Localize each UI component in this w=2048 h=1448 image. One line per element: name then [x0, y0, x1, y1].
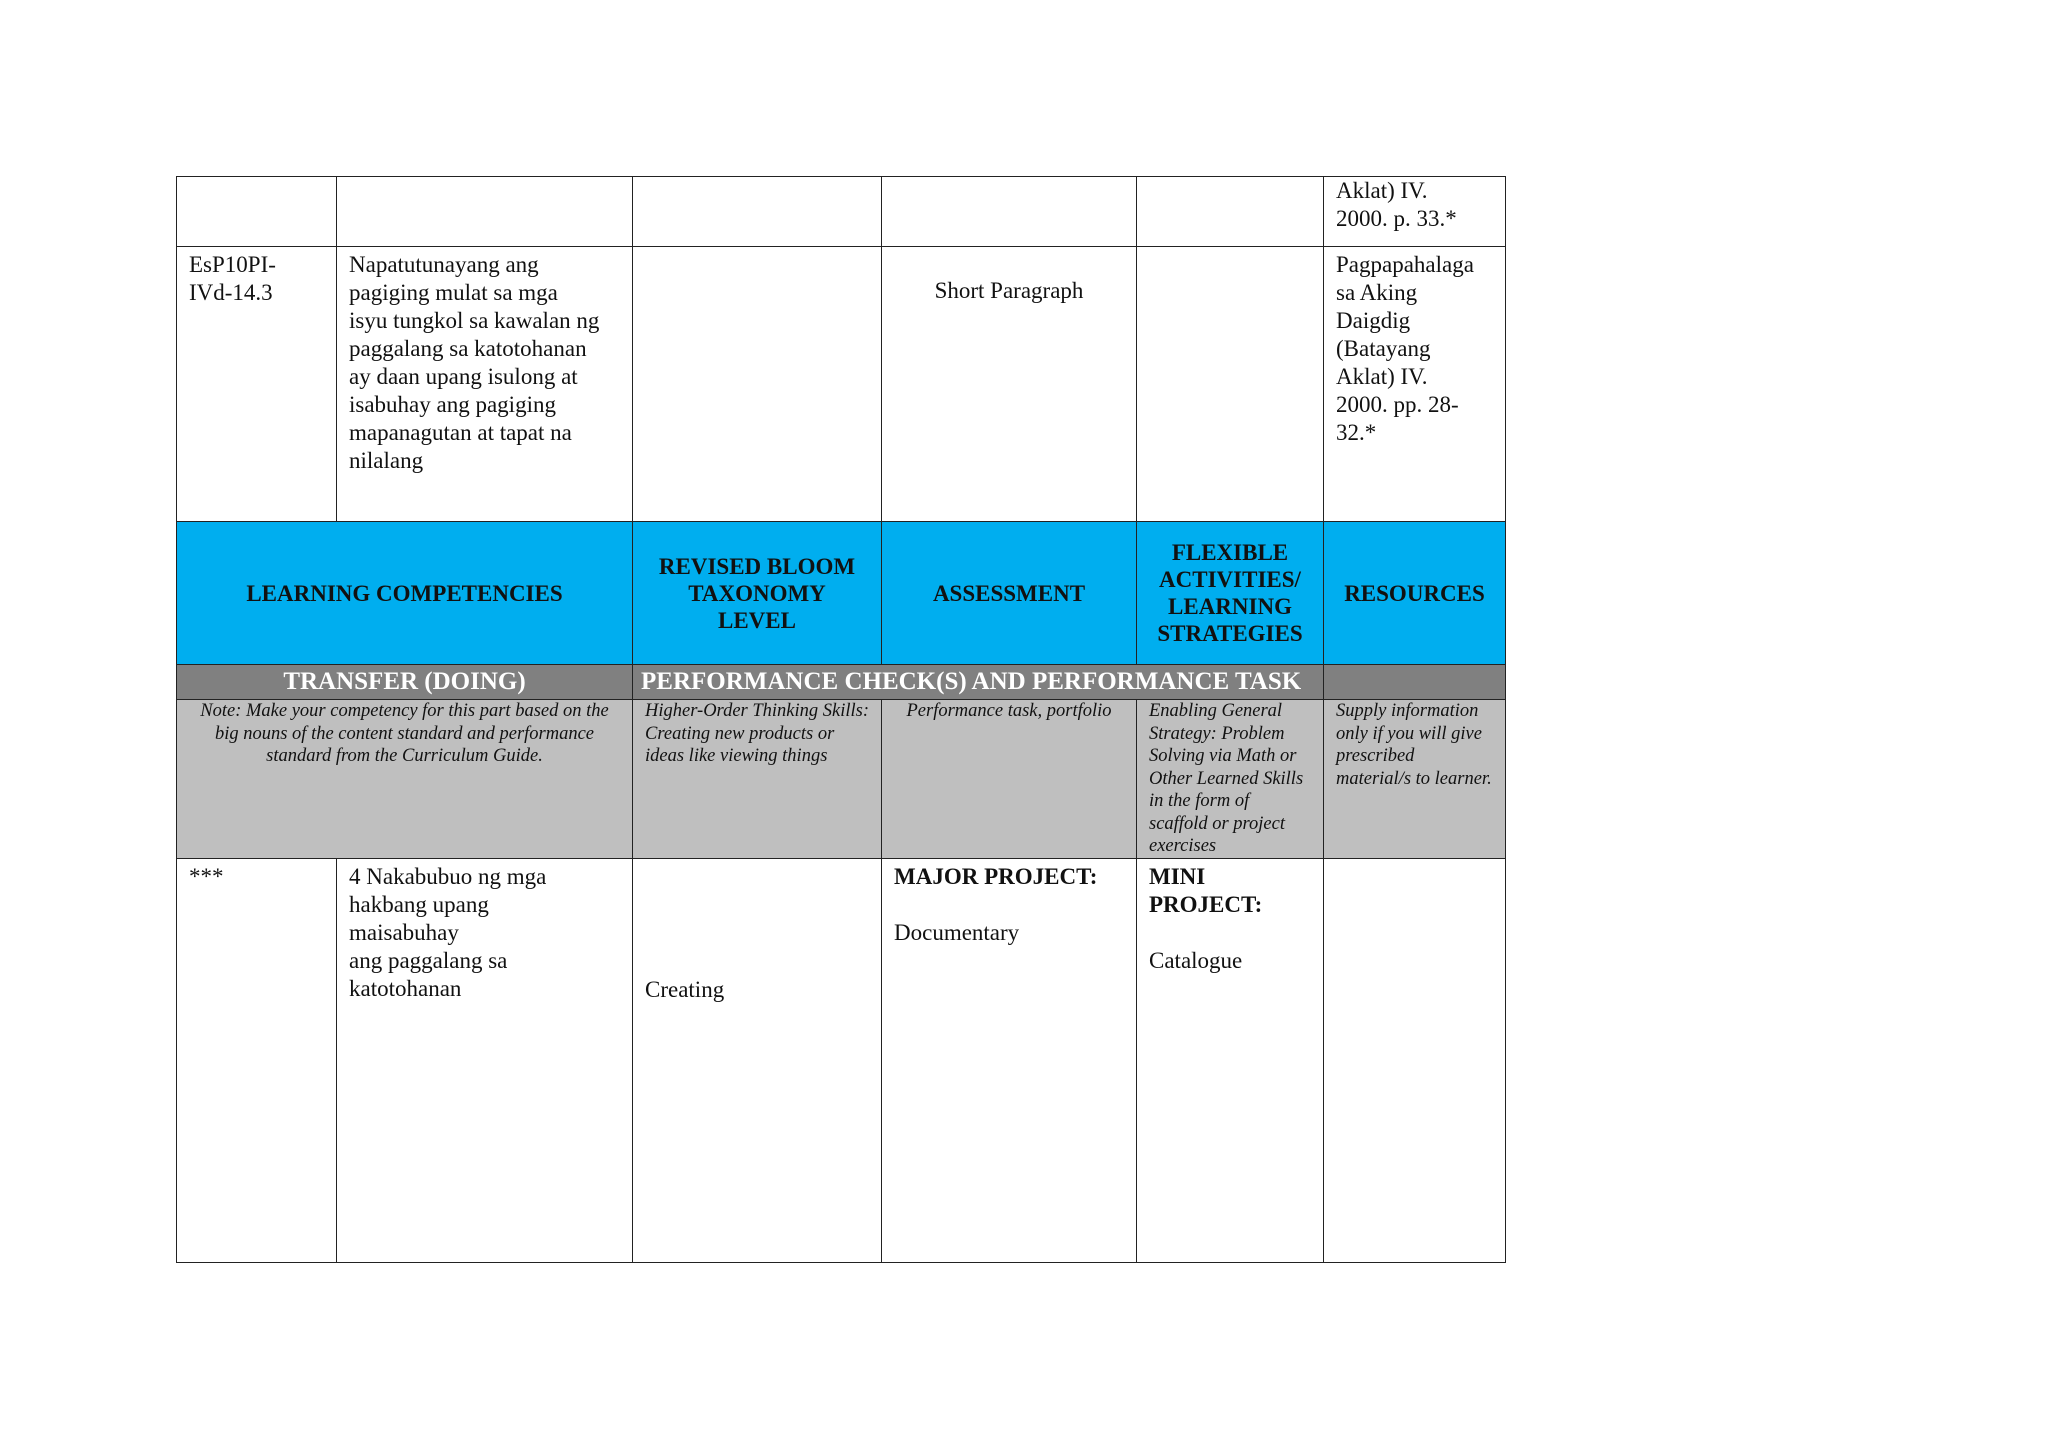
header-row — [177, 522, 1506, 665]
note-assessment: Performance task, portfolio — [882, 700, 1137, 859]
bloom-cell — [633, 247, 882, 522]
cont-code-cell — [177, 177, 337, 247]
spacer — [1149, 919, 1311, 947]
note-resources: Supply information only if you will give prescribed material/s to learner. — [1324, 700, 1506, 859]
header-flexible: FLEXIBLE ACTIVITIES/ LEARNING STRATEGIES — [1137, 522, 1324, 665]
header-resources: RESOURCES — [1324, 522, 1506, 665]
note-bloom: Higher-Order Thinking Skills: Creating new products or ideas like viewing things — [633, 700, 882, 859]
cont-bloom-cell — [633, 177, 882, 247]
band-performance: PERFORMANCE CHECK(S) AND PERFORMANCE TASK — [633, 665, 1324, 700]
bloom-level-text: Creating — [645, 976, 725, 1002]
curriculum-map-table — [176, 176, 1506, 1263]
transfer-row — [177, 858, 1506, 1262]
assessment-cell: Short Paragraph — [882, 247, 1137, 522]
continuation-row — [177, 177, 1506, 247]
cont-competency-cell — [337, 177, 633, 247]
flexible-cell — [1137, 247, 1324, 522]
transfer-bloom-cell — [633, 858, 882, 1262]
resources-cell: Pagpapahalaga sa Aking Daigdig (Batayang Aklat) IV. 2000. pp. 28- 32.* — [1324, 247, 1506, 522]
competency-row — [177, 247, 1506, 522]
competency-text-cell: Napatutunayang ang pagiging mulat sa mga isyu tungkol sa kawalan ng paggalang sa katotohanan ay daan upang isulong at isabuhay ang pagiging mapanagutan at tapat na nilalang — [337, 247, 633, 522]
header-assessment: ASSESSMENT — [882, 522, 1137, 665]
band-transfer: TRANSFER (DOING) — [177, 665, 633, 700]
major-project-label: MAJOR PROJECT: — [894, 863, 1098, 889]
transfer-assessment-cell — [882, 858, 1137, 1262]
cont-assessment-cell — [882, 177, 1137, 247]
band-empty — [1324, 665, 1506, 700]
mini-project-label: MINI PROJECT: — [1149, 863, 1263, 917]
transfer-competency-cell: 4 Nakabubuo ng mga hakbang upang maisabuhay ang paggalang sa katotohanan — [337, 858, 633, 1262]
transfer-resources-cell — [1324, 858, 1506, 1262]
header-learning-competencies: LEARNING COMPETENCIES — [177, 522, 633, 665]
transfer-flexible-cell — [1137, 858, 1324, 1262]
header-bloom: REVISED BLOOM TAXONOMY LEVEL — [633, 522, 882, 665]
spacer — [894, 891, 1124, 919]
major-project-value: Documentary — [894, 919, 1020, 945]
competency-code-cell: EsP10PI- IVd-14.3 — [177, 247, 337, 522]
cont-flexible-cell — [1137, 177, 1324, 247]
cont-resources-cell: Aklat) IV. 2000. p. 33.* — [1324, 177, 1506, 247]
note-flexible: Enabling General Strategy: Problem Solving via Math or Other Learned Skills in the form of scaffold or project exercises — [1137, 700, 1324, 859]
mini-project-value: Catalogue — [1149, 947, 1243, 973]
transfer-code-cell: *** — [177, 858, 337, 1262]
section-band-row — [177, 665, 1506, 700]
note-competency: Note: Make your competency for this part based on the big nouns of the content standard and performance standard from the Curriculum Guide. — [177, 700, 633, 859]
notes-row — [177, 700, 1506, 859]
